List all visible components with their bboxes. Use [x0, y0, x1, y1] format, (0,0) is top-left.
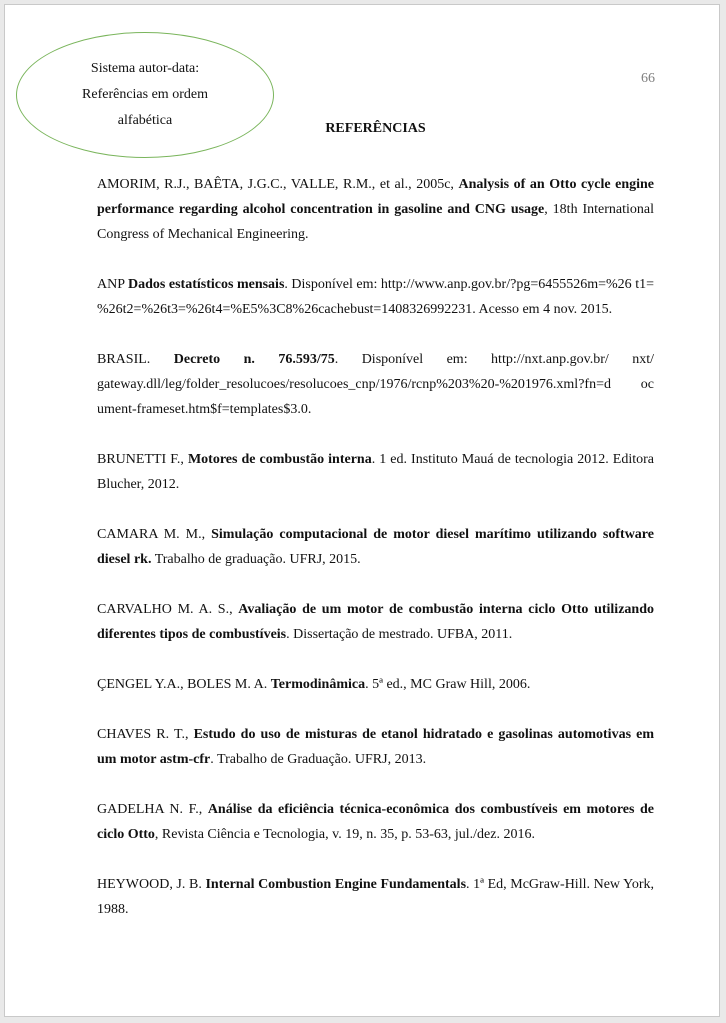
reference-title: Avaliação de um motor de combustão interna ciclo Otto utilizando diferentes tipos de combustíveis — [97, 602, 654, 642]
reference-title: Termodinâmica — [270, 677, 366, 692]
reference-item — [97, 672, 654, 697]
reference-authors: GADELHA N. F., — [97, 802, 208, 817]
reference-authors: HEYWOOD, J. B. — [97, 877, 206, 892]
reference-authors: AMORIM, R.J., BAÊTA, J.G.C., VALLE, R.M., et al., 2005c, — [97, 177, 459, 192]
reference-title: Decreto n. 76.593/75 — [173, 352, 335, 367]
page-title: REFERÊNCIAS — [325, 121, 426, 136]
reference-details: , Revista Ciência e Tecnologia, v. 19, n. 35, p. 53-63, jul./dez. 2016. — [154, 827, 535, 842]
reference-details: . Disponível em: http://www.anp.gov.br/?pg=6455526m=%26 t1= %26t2=%26t3=%26t4=%E5%3C8%26cachebust=1408326992231. Acesso em 4 nov. 2015. — [97, 277, 654, 317]
reference-details: . 5ª ed., MC Graw Hill, 2006. — [365, 677, 531, 692]
reference-authors: BRASIL. — [97, 352, 174, 367]
reference-item — [97, 597, 654, 647]
reference-authors: CHAVES R. T., — [97, 727, 194, 742]
reference-item — [97, 797, 654, 847]
reference-details: . 1 ed. Instituto Mauá de tecnologia 2012. Editora Blucher, 2012. — [97, 452, 655, 492]
reference-item — [97, 447, 654, 497]
reference-title: Análise da eficiência técnica-econômica dos combustíveis em motores de ciclo Otto — [97, 802, 654, 842]
reference-details: Trabalho de graduação. UFRJ, 2015. — [151, 552, 361, 567]
reference-authors: BRUNETTI F., — [97, 452, 188, 467]
reference-authors: ÇENGEL Y.A., BOLES M. A. — [97, 677, 271, 692]
reference-details: , 18th International Congress of Mechanical Engineering. — [97, 202, 654, 242]
reference-title: Analysis of an Otto cycle engine performance regarding alcohol concentration in gasoline and CNG usage — [97, 177, 655, 217]
callout-line-1: Sistema autor-data: — [90, 61, 200, 76]
reference-authors: ANP — [97, 277, 129, 292]
reference-details: . Dissertação de mestrado. UFBA, 2011. — [286, 627, 513, 642]
reference-details: . Disponível em: http://nxt.anp.gov.br/ nxt/ gateway.dll/leg/folder_resolucoes/resolucoes_cnp/1976/rcnp%203%20-%201976.xml?fn=d oc ument-frameset.htm$f=templates$3.0. — [97, 352, 654, 417]
reference-item — [97, 272, 654, 322]
reference-details: . 1ª Ed, McGraw-Hill. New York, 1988. — [97, 877, 654, 917]
reference-details: . Trabalho de Graduação. UFRJ, 2013. — [210, 752, 427, 767]
document-page — [4, 4, 720, 1017]
callout-line-2: Referências em ordem — [82, 87, 208, 102]
reference-authors: CARVALHO M. A. S., — [97, 602, 239, 617]
reference-item — [97, 347, 654, 422]
page-number: 66 — [641, 71, 655, 86]
reference-item — [97, 522, 654, 572]
annotation-callout — [16, 32, 274, 158]
reference-title: Motores de combustão interna — [187, 452, 372, 467]
reference-authors: CAMARA M. M., — [97, 527, 212, 542]
reference-list — [97, 172, 654, 947]
reference-title: Estudo do uso de misturas de etanol hidratado e gasolinas automotivas em um motor astm-cfr — [97, 727, 654, 767]
reference-item — [97, 872, 654, 922]
reference-title: Internal Combustion Engine Fundamentals — [205, 877, 467, 892]
callout-line-3: alfabética — [117, 113, 173, 128]
reference-item — [97, 172, 654, 247]
reference-title: Simulação computacional de motor diesel marítimo utilizando software diesel rk. — [97, 527, 654, 567]
reference-item — [97, 722, 654, 772]
reference-title: Dados estatísticos mensais — [128, 277, 285, 292]
